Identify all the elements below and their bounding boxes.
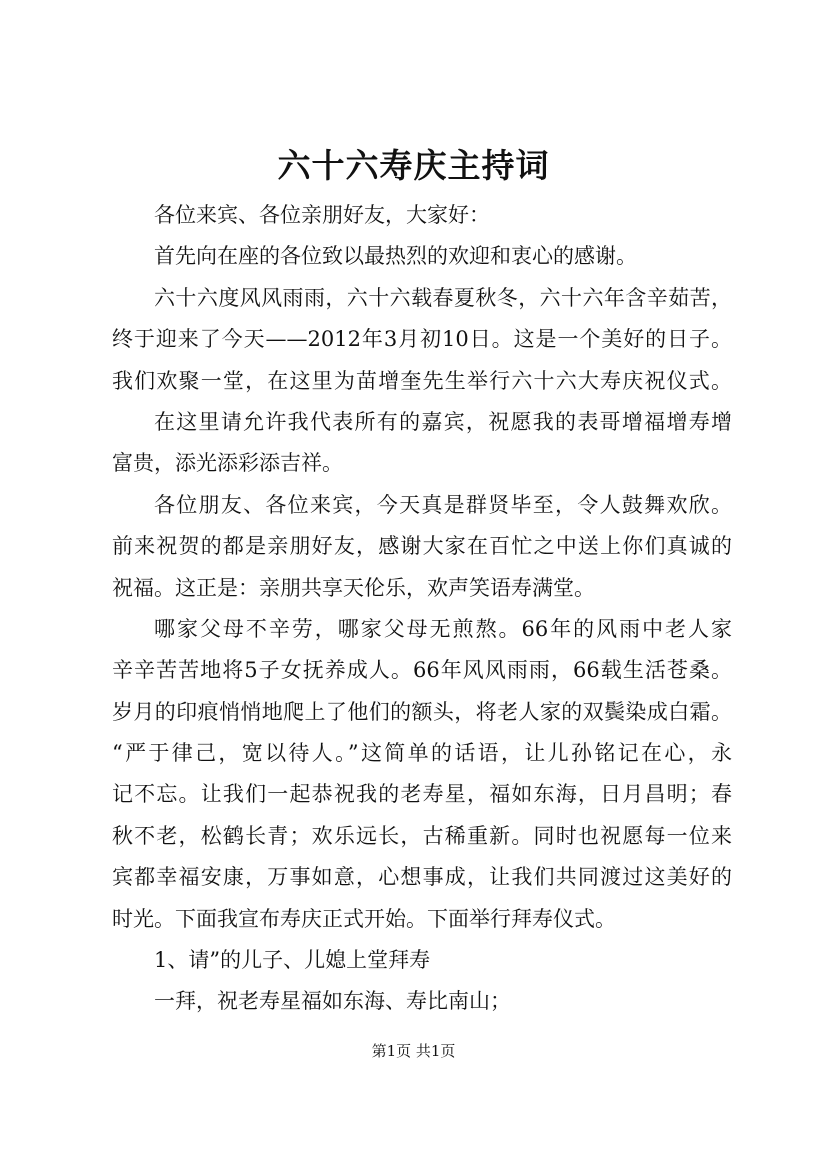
- text-line: 祝福。这正是：亲朋共享天伦乐，欢声笑语寿满堂。: [112, 575, 595, 600]
- text-line: 辛辛苦苦地将5子女抚养成人。66年风风雨雨，66载生活苍桑。: [112, 658, 732, 683]
- text-line: 哪家父母不辛劳，哪家父母无煎熬。66年的风雨中老人家: [154, 616, 732, 641]
- text-line: 终于迎来了今天——2012年3月初10日。这是一个美好的日子。: [112, 327, 732, 352]
- text-line: 宾都幸福安康，万事如意，心想事成，让我们共同渡过这美好的: [112, 865, 732, 890]
- text-line: 富贵，添光添彩添吉祥。: [112, 451, 343, 476]
- document-body: [112, 195, 732, 1023]
- text-line: 六十六度风风雨雨，六十六载春夏秋冬，六十六年含辛茹苦，: [154, 285, 732, 310]
- document-title: 六十六寿庆主持词: [277, 146, 550, 185]
- text-line: “严于律己，宽以待人。”这简单的话语，让儿孙铭记在心，永: [112, 741, 732, 766]
- text-line: 首先向在座的各位致以最热烈的欢迎和衷心的感谢。: [154, 244, 637, 269]
- text-line: 前来祝贺的都是亲朋好友，感谢大家在百忙之中送上你们真诚的: [112, 534, 732, 559]
- text-line: 我们欢聚一堂，在这里为苗增奎先生举行六十六大寿庆祝仪式。: [112, 368, 732, 393]
- text-line: 岁月的印痕悄悄地爬上了他们的额头，将老人家的双鬓染成白霜。: [112, 699, 732, 724]
- text-line: 秋不老，松鹤长青；欢乐远长，古稀重新。同时也祝愿每一位来: [112, 823, 732, 848]
- text-line: 各位朋友、各位来宾，今天真是群贤毕至，令人鼓舞欢欣。: [154, 492, 732, 517]
- text-line: 一拜，祝老寿星福如东海、寿比南山；: [154, 989, 511, 1014]
- text-line: 在这里请允许我代表所有的嘉宾，祝愿我的表哥增福增寿增: [154, 409, 732, 434]
- text-line: 1、请”的儿子、儿媳上堂拜寿: [154, 948, 431, 973]
- text-line: 记不忘。让我们一起恭祝我的老寿星，福如东海，日月昌明；春: [112, 782, 732, 807]
- text-line: 时光。下面我宣布寿庆正式开始。下面举行拜寿仪式。: [112, 906, 616, 931]
- text-line: 各位来宾、各位亲朋好友，大家好：: [154, 203, 490, 227]
- page-footer: 第1页 共1页: [371, 1042, 456, 1060]
